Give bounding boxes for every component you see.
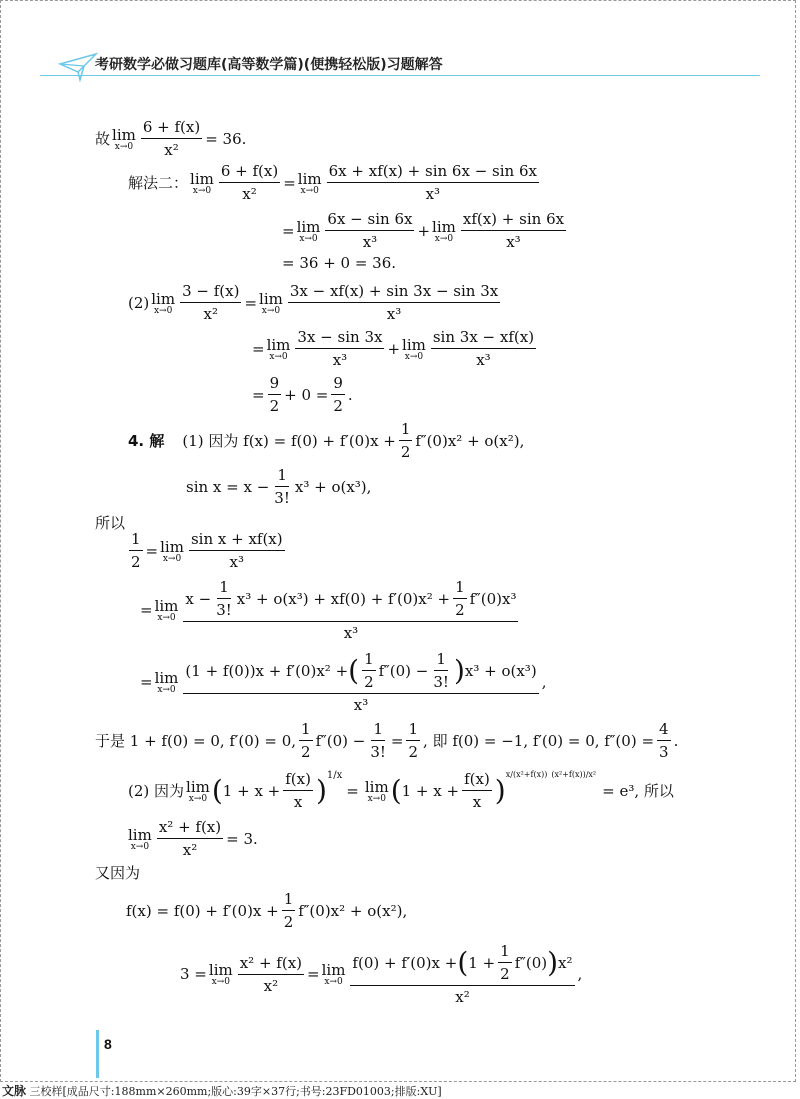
fraction	[214, 578, 234, 619]
lim-word: lim	[208, 961, 233, 979]
fraction	[431, 328, 536, 369]
denominator: 2	[301, 743, 311, 761]
denominator: x³	[332, 351, 348, 369]
equals: =	[252, 339, 265, 358]
numerator: x² + f(x)	[238, 954, 304, 975]
fraction	[183, 578, 518, 642]
text: 1 +	[468, 953, 496, 972]
text: (1 + f(0))x + f′(0)x² +	[185, 661, 349, 680]
text: 于是 1 + f(0) = 0, f′(0) = 0,	[95, 732, 297, 750]
lim-word: lim	[296, 217, 321, 236]
equals: =	[283, 173, 296, 192]
line-big-2: = lim x→0 (1 + f(0))x + f′(0)x² + ( $\frac{1}{2}$ f″(0) − $\frac{1}{3!}$ ) x³ + o(x³) x³ ,	[140, 650, 547, 714]
limit	[297, 218, 321, 244]
text: = e³, 所以	[602, 782, 674, 800]
numerator: 3x − sin 3x	[295, 328, 384, 349]
lim-sub: x→0	[367, 793, 386, 804]
lim-word: lim	[266, 335, 291, 354]
equals: =	[145, 541, 159, 560]
fraction	[431, 650, 451, 691]
numerator: 1	[399, 420, 413, 441]
lim-sub: x→0	[153, 305, 173, 316]
equals: =	[282, 221, 295, 240]
fraction	[362, 650, 376, 691]
limit	[155, 669, 179, 695]
fraction	[141, 118, 202, 159]
numerator: f(x)	[283, 770, 313, 791]
numerator: 1	[453, 578, 467, 599]
line-part2-b: = lim x→0 $\frac{3x - \sin 3x}{\text{x³}}$ + lim x→0 $\frac{\sin 3x - xf(x)}{\text{x³}}$	[252, 328, 535, 369]
fraction	[461, 210, 566, 251]
denominator: 2	[269, 397, 280, 415]
denominator: x³	[506, 233, 521, 251]
equals: =	[346, 781, 359, 800]
lim-word: lim	[432, 217, 456, 236]
limit	[160, 538, 184, 564]
text: =	[390, 731, 404, 750]
denominator: 3!	[216, 601, 232, 619]
denominator: x³	[343, 624, 359, 642]
lim-word: lim	[151, 289, 176, 308]
text: f(x) = f(0) + f′(0)x +	[126, 901, 279, 920]
denominator: 2	[333, 397, 343, 415]
fraction	[295, 328, 384, 369]
line-method2-c	[282, 254, 396, 272]
line-half-lim	[126, 530, 288, 571]
denominator: 3!	[433, 673, 449, 691]
limit	[322, 961, 346, 987]
footer-brand: 文脉	[2, 1084, 27, 1098]
denominator: 2	[364, 673, 374, 691]
text: f″(0)x³	[469, 589, 517, 608]
denominator: x³	[229, 553, 245, 571]
fraction	[283, 770, 313, 811]
lim-sub: x→0	[211, 977, 230, 987]
fraction	[219, 162, 280, 203]
numerator: 6x + xf(x) + sin 6x − sin 6x	[327, 162, 539, 183]
numerator: 1	[406, 720, 420, 741]
text: = 36 + 0 = 36.	[282, 254, 397, 272]
lim-sub: x→0	[269, 351, 288, 362]
denominator: x²	[263, 976, 279, 995]
limit	[365, 778, 389, 804]
lim-word: lim	[186, 777, 210, 796]
fraction	[288, 282, 500, 323]
text: x²	[558, 953, 573, 972]
line-fx	[126, 890, 407, 931]
header-rule	[40, 75, 760, 76]
numerator: 1	[275, 466, 289, 487]
fraction	[325, 210, 414, 251]
text: x³ + o(x³)	[464, 661, 537, 680]
equals: =	[244, 293, 258, 312]
lim-sub: x→0	[188, 793, 208, 804]
fraction	[331, 374, 345, 415]
fraction	[327, 162, 539, 203]
numerator: sin x + xf(x)	[189, 530, 285, 551]
exponent: (x²+f(x))/x²	[551, 770, 597, 779]
denominator: 2	[500, 965, 510, 983]
fraction	[657, 720, 671, 761]
denominator: 2	[400, 443, 411, 461]
lim-word: lim	[128, 825, 152, 844]
line-part2-limit: (2) 因为 lim x→0 ( 1 + x + $\frac{f(x)}{x}$ ) 1/x = lim x→0 ( 1 + x + $\frac{f(x)}{x}$ ) x/(x²+f(x)) (x²+f(x))/x² = e³, 所以	[128, 770, 674, 811]
fraction	[368, 720, 388, 761]
line-q4	[128, 420, 524, 461]
equals: =	[140, 601, 153, 619]
text: (2) 因为	[128, 782, 185, 800]
numerator: f(0) + f′(0)x + ( 1 + $\frac{1}{2}$ f″(0) ) x²	[350, 942, 574, 986]
denominator: x	[472, 793, 482, 811]
lim-sub: x→0	[157, 685, 176, 695]
question-label: 4. 解	[128, 432, 165, 450]
text: 故	[95, 130, 111, 148]
text: f″(0) −	[315, 731, 366, 750]
lim-sub: x→0	[404, 351, 424, 362]
line-youyin	[95, 862, 140, 883]
paper-plane-icon	[58, 50, 98, 82]
line-suoyi	[95, 512, 125, 533]
text: f″(0) −	[378, 661, 429, 680]
limit	[186, 778, 210, 804]
fraction	[350, 942, 574, 1006]
lim-sub: x→0	[192, 185, 212, 196]
footer-text: 三校样[成品尺寸:188mm×260mm;版心:39字×37行;书号:23FD01003;排版:XU]	[29, 1085, 442, 1098]
equals: =	[252, 385, 265, 404]
text: + 0 =	[284, 385, 329, 404]
limit	[209, 961, 233, 987]
denominator: x	[293, 793, 303, 811]
text: , 即 f(0) = −1, f′(0) = 0, f″(0) =	[423, 732, 655, 750]
denominator: 2	[408, 743, 419, 761]
numerator: (1 + f(0))x + f′(0)x² + ( $\frac{1}{2}$ f″(0) − $\frac{1}{3!}$ ) x³ + o(x³)	[183, 650, 538, 694]
lim-word: lim	[259, 289, 283, 308]
denominator: x²	[242, 185, 257, 203]
exponent: 1/x	[326, 770, 343, 781]
text: 1 + x +	[401, 781, 460, 800]
fraction	[399, 420, 413, 461]
line-sin-expansion	[186, 466, 371, 507]
numerator: 1	[362, 650, 376, 671]
limit	[151, 290, 175, 316]
limit	[259, 290, 283, 316]
line-yushi: 于是 1 + f(0) = 0, f′(0) = 0, $\frac{1}{2}$ f″(0) − $\frac{1}{3!}$ = $\frac{1}{2}$ , 即 f(0) = −1, f′(0) = 0, f″(0) = $\frac{4}{3}$ .	[95, 720, 679, 761]
line-last: 3 = lim x→0 $\frac{\text{x² + f(x)}}{\text{x²}}$ = lim x→0 f(0) + f′(0)x + ( 1 + $\frac{1}{2}$ f″(0) ) x² x² ,	[180, 942, 583, 1006]
lim-word: lim	[190, 169, 214, 188]
line-conclusion-1	[95, 118, 246, 159]
text: 解法二：	[128, 174, 189, 192]
denominator: x²	[203, 305, 218, 323]
line-part2-a	[128, 282, 503, 323]
fraction	[129, 530, 143, 571]
lim-sub: x→0	[299, 233, 318, 244]
denominator: x³	[476, 351, 491, 369]
lim-sub: x→0	[157, 613, 176, 623]
limit	[155, 597, 179, 623]
fraction	[183, 650, 538, 714]
numerator: 1	[217, 578, 231, 599]
line-lim3	[126, 818, 258, 859]
numerator: 3x − xf(x) + sin 3x − sin 3x	[288, 282, 500, 303]
fraction	[299, 720, 313, 761]
fraction	[157, 818, 223, 859]
limit	[190, 170, 214, 196]
denominator: x³	[353, 696, 369, 714]
denominator: x²	[455, 988, 470, 1006]
text: (1) 因为 f(x) = f(0) + f′(0)x +	[182, 432, 396, 450]
fraction	[238, 954, 304, 995]
text: f″(0)x² + o(x²),	[298, 901, 408, 920]
numerator: 1	[434, 650, 448, 671]
denominator: 2	[283, 913, 294, 931]
numerator: 9	[331, 374, 345, 395]
text: x³ + o(x³),	[294, 477, 372, 496]
lim-word: lim	[364, 777, 389, 796]
lim-sub: x→0	[261, 305, 281, 316]
fraction	[282, 890, 296, 931]
denominator: x³	[362, 233, 378, 251]
denominator: x²	[182, 841, 198, 859]
line-big-1	[140, 578, 521, 642]
footer-info	[2, 1082, 442, 1099]
lim-word: lim	[160, 537, 184, 556]
numerator: 1	[129, 530, 143, 551]
result: = 36.	[205, 129, 247, 148]
text: f(0) + f′(0)x +	[352, 953, 458, 972]
lim-sub: x→0	[130, 841, 150, 852]
fraction	[453, 578, 467, 619]
exponent: x/(x²+f(x))	[505, 770, 548, 779]
numerator: f(x)	[462, 770, 492, 791]
denominator: 2	[131, 553, 141, 571]
label: (2)	[128, 293, 150, 312]
line-method2-a	[128, 162, 542, 203]
lim-word: lim	[297, 169, 322, 188]
text: f″(0)x² + o(x²),	[415, 431, 525, 450]
numerator: sin 3x − xf(x)	[431, 328, 536, 349]
denominator: 2	[455, 601, 465, 619]
lim-word: lim	[112, 125, 136, 144]
text: 1 + x +	[222, 781, 281, 800]
lim-sub: x→0	[114, 141, 134, 152]
text: f″(0)	[514, 953, 548, 972]
numerator: x² + f(x)	[157, 818, 223, 839]
numerator: 6x − sin 6x	[325, 210, 414, 231]
numerator: 1	[282, 890, 296, 911]
text: sin x = x −	[186, 477, 270, 496]
denominator: 3!	[370, 743, 386, 761]
numerator: 1	[371, 720, 385, 741]
numerator: 6 + f(x)	[219, 162, 280, 183]
lim-sub: x→0	[162, 553, 182, 564]
denominator: x²	[164, 141, 179, 159]
limit	[267, 336, 291, 362]
numerator: 4	[657, 720, 671, 741]
equals: =	[307, 965, 320, 983]
fraction	[462, 770, 492, 811]
lim-sub: x→0	[434, 233, 454, 244]
text: x³ + o(x³) + xf(0) + f′(0)x² +	[236, 589, 451, 608]
fraction	[498, 942, 512, 983]
text: 3 =	[180, 965, 207, 983]
limit	[298, 170, 322, 196]
limit	[128, 826, 152, 852]
line-method2-b: = lim x→0 $\frac{6x - \sin 6x}{\text{x³}}$ + lim x→0 $\frac{xf(x) + \sin 6x}{\text{x³}}$	[282, 210, 565, 251]
denominator: 3!	[274, 489, 290, 507]
limit	[112, 126, 136, 152]
fraction	[272, 466, 292, 507]
lim-sub: x→0	[324, 977, 343, 987]
fraction	[180, 282, 241, 323]
denominator: x³	[386, 305, 402, 323]
numerator: 1	[299, 720, 313, 741]
numerator: 1	[498, 942, 512, 963]
numerator	[183, 578, 518, 622]
limit	[432, 218, 456, 244]
denominator: 3	[659, 743, 669, 761]
denominator: x³	[425, 185, 441, 203]
numerator: 9	[268, 374, 282, 395]
page-side-bar	[96, 1030, 99, 1078]
text: x −	[185, 589, 212, 608]
numerator: 3 − f(x)	[180, 282, 241, 303]
fraction	[406, 720, 420, 761]
page-number: 8	[104, 1036, 112, 1052]
text: = 3.	[226, 829, 258, 848]
text: 又因为	[95, 864, 141, 882]
equals: =	[140, 673, 153, 691]
numerator: 6 + f(x)	[141, 118, 202, 139]
fraction	[268, 374, 282, 415]
lim-word: lim	[154, 669, 179, 687]
lim-word: lim	[321, 961, 346, 979]
lim-word: lim	[402, 335, 426, 354]
text: 所以	[95, 514, 126, 532]
lim-sub: x→0	[300, 185, 319, 196]
line-part2-c: = $\frac{9}{2}$ + 0 = $\frac{9}{2}$ .	[252, 374, 353, 415]
numerator: xf(x) + sin 6x	[461, 210, 566, 231]
limit	[402, 336, 426, 362]
fraction	[189, 530, 285, 571]
lim-word: lim	[154, 597, 179, 615]
header-title: 考研数学必做习题库(高等数学篇)(便携轻松版)习题解答	[95, 57, 443, 73]
